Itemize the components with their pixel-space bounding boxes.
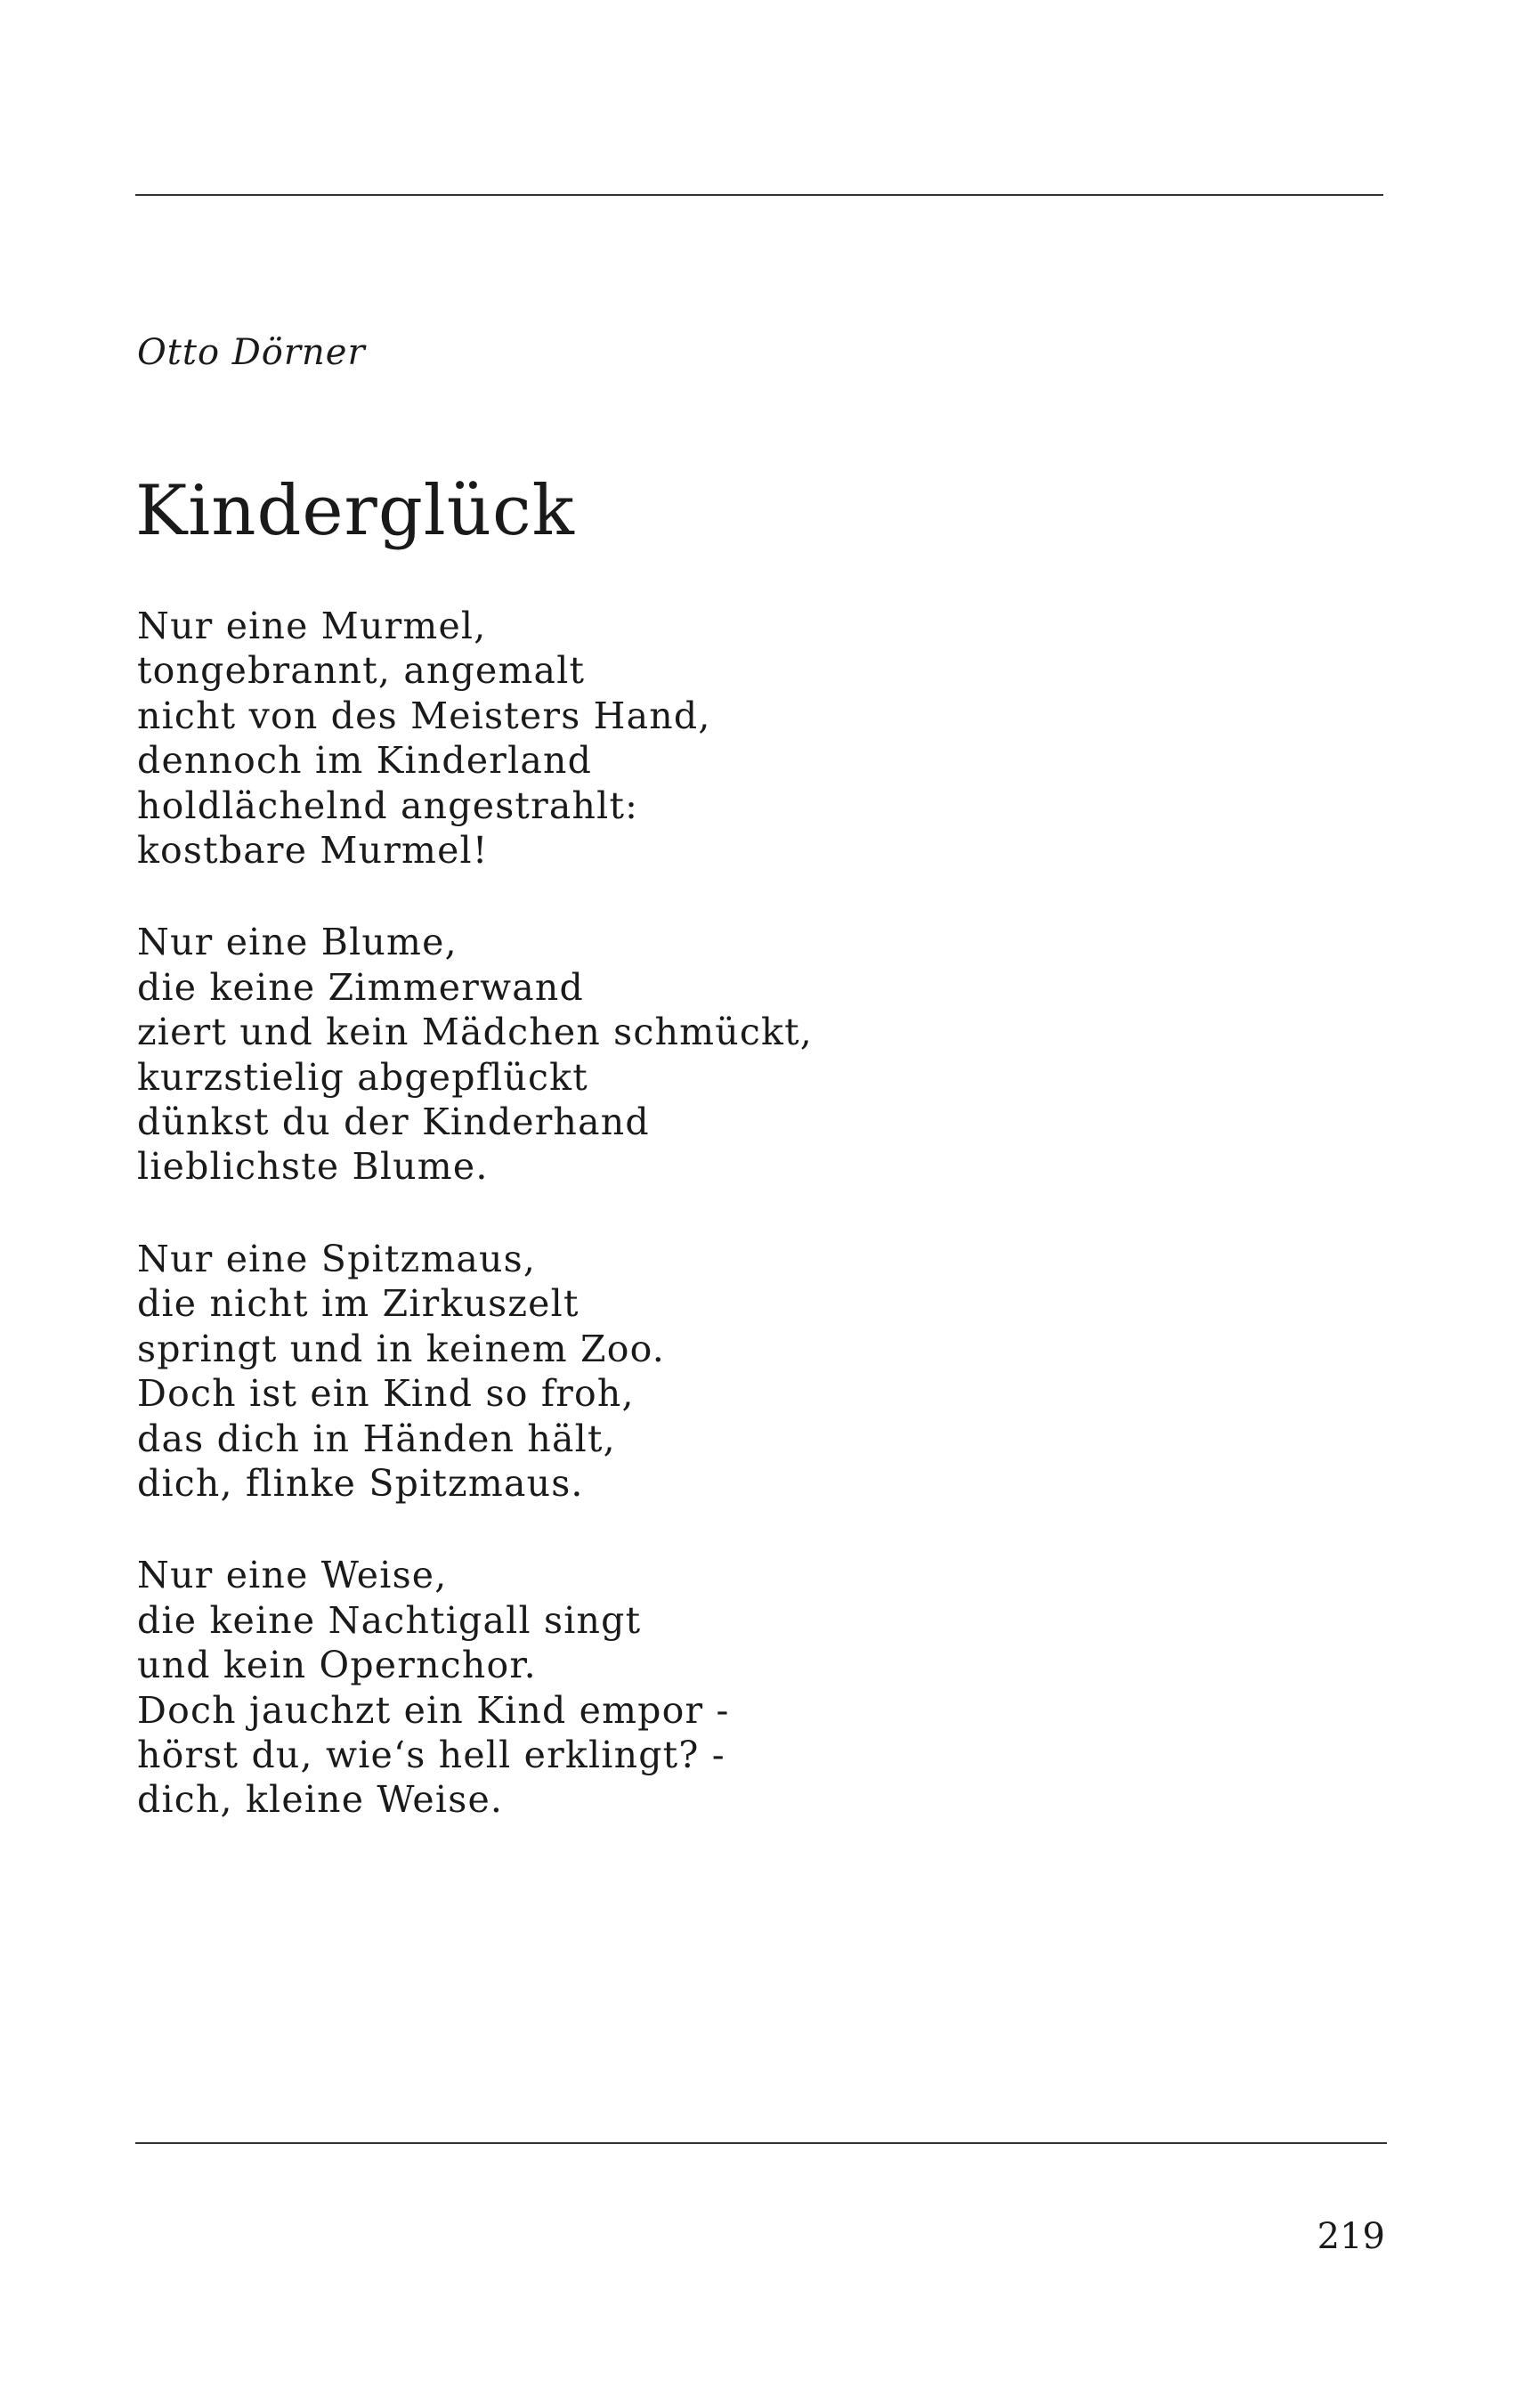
poem-line: hörst du, wie‘s hell erklingt? - bbox=[137, 1733, 725, 1776]
poem-line: springt und in keinem Zoo. bbox=[137, 1327, 665, 1370]
poem-line: dünkst du der Kinderhand bbox=[137, 1100, 650, 1144]
poem-line: ziert und kein Mädchen schmückt, bbox=[137, 1011, 813, 1054]
poem-line: nicht von des Meisters Hand, bbox=[137, 694, 711, 737]
page-number: 219 bbox=[1317, 2216, 1385, 2257]
poem-line: die nicht im Zirkuszelt bbox=[137, 1282, 580, 1326]
poem-line: tongebrannt, angemalt bbox=[137, 649, 586, 693]
poem-line: Nur eine Murmel, bbox=[137, 605, 487, 647]
poem-line: kostbare Murmel! bbox=[137, 829, 489, 873]
poem-body bbox=[137, 604, 1116, 1870]
top-rule bbox=[135, 194, 1383, 196]
poem-line: dich, flinke Spitzmaus. bbox=[137, 1461, 584, 1505]
poem-line: lieblichste Blume. bbox=[137, 1145, 489, 1189]
poem-line: die keine Nachtigall singt bbox=[137, 1598, 642, 1642]
poem-line: dich, kleine Weise. bbox=[137, 1778, 504, 1822]
poem-line: Nur eine Weise, bbox=[137, 1554, 448, 1597]
poem-line: die keine Zimmerwand bbox=[137, 965, 584, 1009]
poem-line: und kein Opernchor. bbox=[137, 1644, 537, 1687]
poem-line: kurzstielig abgepflückt bbox=[137, 1055, 588, 1099]
stanza-1 bbox=[137, 604, 1116, 873]
poem-line: Nur eine Blume, bbox=[137, 921, 458, 964]
poem-line: Doch jauchzt ein Kind empor - bbox=[137, 1688, 730, 1732]
stanza-4 bbox=[137, 1553, 1116, 1822]
poem-line: Nur eine Spitzmaus, bbox=[137, 1237, 537, 1280]
stanza-3 bbox=[137, 1237, 1116, 1506]
poem-line: holdlächelnd angestrahlt: bbox=[137, 784, 639, 827]
poem-line: dennoch im Kinderland bbox=[137, 739, 593, 783]
stanza-2 bbox=[137, 920, 1116, 1189]
poem-title: Kinderglück bbox=[135, 471, 575, 551]
poem-line: Doch ist ein Kind so froh, bbox=[137, 1372, 635, 1416]
bottom-rule bbox=[135, 2142, 1387, 2144]
poem-line: das dich in Händen hält, bbox=[137, 1417, 616, 1460]
author-name: Otto Dörner bbox=[137, 332, 366, 373]
